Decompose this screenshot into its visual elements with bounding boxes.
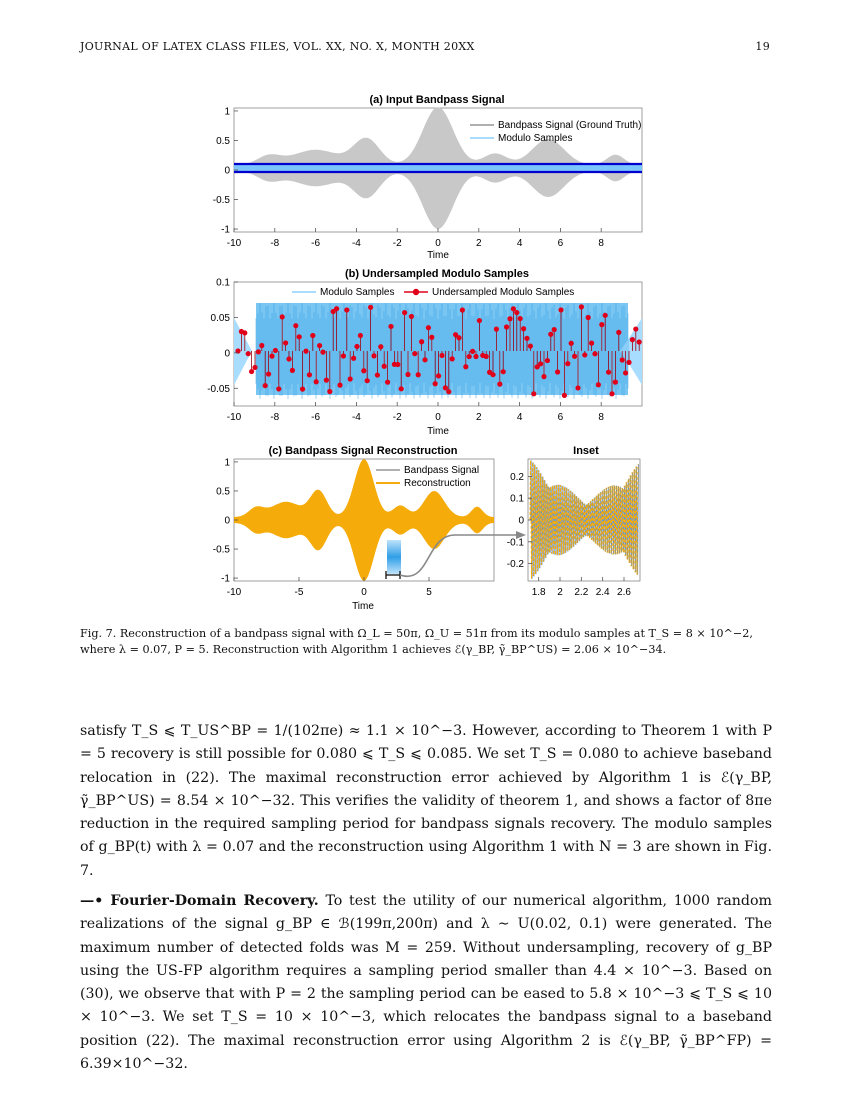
sample-marker [388,324,393,329]
x-tick-label: 6 [557,412,564,423]
panel-b-modulo-fill [234,303,642,399]
sample-marker [385,380,390,385]
panel-a-xlabel: Time [427,250,449,261]
x-tick-label: 0 [361,587,367,598]
sample-marker [521,326,526,331]
x-tick-label: 6 [557,238,564,249]
sample-marker [378,344,383,349]
figure-caption [80,626,772,658]
sample-marker [286,356,291,361]
panel-b-title: (b) Undersampled Modulo Samples [345,268,529,280]
sample-marker [419,339,424,344]
sample-marker [637,339,642,344]
sample-marker [436,373,441,378]
sample-marker [518,316,523,321]
x-tick-label: 4 [516,238,523,249]
sample-marker [310,333,315,338]
paragraph-2-text: To test the utility of our numerical algorithm, 1000 random realizations of the signal g_BP ∈ ℬ(199π,200π) and λ ∼ U(0.02, 0.1) were generated. The maximum number of detected folds was M = 259. Without undersampling, recovery of g_BP using the US-FP algorithm requires a sampling period smaller than 4.4 × 10^−3. Based on (30), we observe that with P = 2 the sampling period can be eased to 5.8 × 10^−3 ⩽ T_S ⩽ 10 × 10^−3. We set T_S = 10 × 10^−3, which relocates the bandpass signal to a baseband position (22). The maximal reconstruction error using Algorithm 2 is ℰ(γ_BP, γ̃_BP^FP) = 6.39×10^−32. [80,893,773,1073]
sample-marker [276,386,281,391]
sample-marker [439,353,444,358]
x-tick-label: 2.2 [574,587,589,598]
sample-marker [613,379,618,384]
sample-marker [473,354,478,359]
sample-marker [429,335,434,340]
sample-marker [426,325,431,330]
sample-marker [371,353,376,358]
sample-marker [596,382,601,387]
sample-marker [358,333,363,338]
sample-marker [334,306,339,311]
sample-marker [497,382,502,387]
sample-marker [504,324,509,329]
sample-marker [592,351,597,356]
sample-marker [266,371,271,376]
sample-marker [307,372,312,377]
x-tick-label: 2 [476,412,482,423]
sample-marker [514,310,519,315]
x-tick-label: 0 [435,238,441,249]
sample-marker [572,354,577,359]
sample-marker [375,372,380,377]
x-tick-label: -4 [351,238,361,249]
sample-marker [562,393,567,398]
x-tick-label: -10 [226,587,242,598]
sample-marker [422,357,427,362]
sample-marker [620,357,625,362]
panel-a-title: (a) Input Bandpass Signal [369,94,505,106]
zoom-arrow [400,535,518,576]
y-tick-label: -0.2 [506,559,524,571]
sample-marker [405,372,410,377]
sample-marker [582,352,587,357]
sample-marker [297,334,302,339]
sample-marker [324,378,329,383]
sample-marker [606,370,611,375]
sample-marker [259,343,264,348]
x-tick-label: 2.4 [595,587,610,598]
y-tick-label: -0.1 [506,537,524,549]
x-tick-label: 5 [426,587,432,598]
sample-marker [470,349,475,354]
sample-marker [365,378,370,383]
y-tick-label: 0 [224,515,230,527]
y-tick-label: -1 [221,573,230,585]
sample-marker [249,369,254,374]
legend-bandpass-signal: Bandpass Signal [404,465,480,476]
sample-marker [555,369,560,374]
y-tick-label: -0.5 [212,195,230,207]
sample-marker [450,356,455,361]
sample-marker [433,381,438,386]
sample-marker [273,348,278,353]
sample-marker [300,387,305,392]
legend-modulo-samples-b: Modulo Samples [320,287,395,298]
x-tick-label: 1.8 [531,587,546,598]
sample-marker [303,349,308,354]
y-tick-label: 0 [224,348,230,360]
sample-marker [290,368,295,373]
inset-title: Inset [573,445,599,457]
sample-marker [575,385,580,390]
sample-marker [531,391,536,396]
sample-marker [609,391,614,396]
sample-marker [327,389,332,394]
sample-marker [456,335,461,340]
x-tick-label: 2.6 [617,587,631,598]
x-tick-label: -6 [311,412,321,423]
sample-marker [630,337,635,342]
sample-marker [524,336,529,341]
sample-marker [528,343,533,348]
sample-marker [558,307,563,312]
sample-marker [317,343,322,348]
sample-marker [616,330,621,335]
sample-marker [341,353,346,358]
y-tick-label: 0 [518,515,524,527]
sample-marker [599,322,604,327]
y-tick-label: 0.1 [510,493,524,505]
sample-marker [314,379,319,384]
sample-marker [552,327,557,332]
sample-marker [354,344,359,349]
sample-marker [395,362,400,367]
x-tick-label: -4 [351,412,361,423]
sample-marker [382,364,387,369]
panel-c [213,445,526,612]
sample-marker [402,310,407,315]
x-tick-label: -2 [392,238,402,249]
x-tick-label: 8 [598,412,604,423]
sample-marker [293,323,298,328]
y-tick-label: 0 [224,165,230,177]
paragraph-1: satisfy T_S ⩽ T_US^BP = 1/(102πe) ≈ 1.1 × 10^−3. However, according to Theorem 1 with P = 5 recovery is still possible for 0.080 ⩽ T_S ⩽ 0.085. We set T_S = 0.080 to achieve baseband relocation in (22). The maximal reconstruction error achieved by Algorithm 1 is ℰ(γ_BP, γ̃_BP^US) = 8.54 × 10^−32. This verifies the validity of theorem 1, and shows a factor of 8πe reduction in the required sampling period for bandpass signals recovery. The modulo samples of g_BP(t) with λ = 0.07 and the reconstruction using Algorithm 1 with N = 3 are shown in Fig. 7. [80,723,772,879]
sample-marker [579,304,584,309]
y-tick-label: 0.05 [210,312,230,324]
sample-marker [263,383,268,388]
sample-marker [467,354,472,359]
sample-marker [501,369,506,374]
sample-marker [361,368,366,373]
y-tick-label: 0.2 [510,471,524,483]
x-tick-label: 0 [435,412,441,423]
sample-marker [626,360,631,365]
y-tick-label: 1 [224,106,230,118]
sample-marker [252,365,257,370]
sample-marker [460,307,465,312]
y-tick-label: 0.5 [216,486,230,498]
legend-modulo-samples-a: Modulo Samples [498,133,573,144]
x-tick-label: -8 [270,412,280,423]
sample-marker [337,383,342,388]
sample-marker [623,370,628,375]
sample-marker [545,358,550,363]
sample-marker [269,354,274,359]
sample-marker [538,361,543,366]
caption-text: Fig. 7. Reconstruction of a bandpass signal with Ω_L = 50π, Ω_U = 51π from its modulo samples at T_S = 8 × 10^−2, where λ = 0.07, P = 5. Reconstruction with Algorithm 1 achieves ℰ(γ_BP, γ̃_BP^US) = 2.06 × 10^−34. [80,627,753,656]
sample-marker [603,313,608,318]
panel-c-title: (c) Bandpass Signal Reconstruction [268,445,458,457]
sample-marker [586,315,591,320]
sample-marker [548,332,553,337]
x-tick-label: -5 [294,587,304,598]
sample-marker [242,330,247,335]
y-tick-label: 0.1 [216,277,230,289]
x-tick-label: -6 [311,238,321,249]
sample-marker [283,340,288,345]
inset-panel [507,445,640,598]
sample-marker [507,316,512,321]
sample-marker [477,318,482,323]
sample-marker [409,314,414,319]
y-tick-label: -0.05 [207,383,230,395]
panel-c-legend [376,465,479,489]
panel-c-xlabel: Time [352,601,374,612]
panel-b [207,268,642,437]
y-tick-label: 0.5 [216,135,230,147]
inset-waveform [530,460,639,578]
sample-marker [565,361,570,366]
sample-marker [569,341,574,346]
x-tick-label: 2 [476,238,482,249]
page-number: 19 [755,40,770,53]
sample-marker [280,314,285,319]
sample-marker [320,350,325,355]
y-tick-label: 1 [224,457,230,469]
sample-marker [344,307,349,312]
zoom-region [387,540,401,574]
sample-marker [446,389,451,394]
sample-marker [368,305,373,310]
sample-marker [246,351,251,356]
x-tick-label: 2 [557,587,563,598]
sample-marker [412,351,417,356]
sample-marker [416,372,421,377]
panel-b-legend [292,287,574,298]
x-tick-label: -2 [392,412,402,423]
sample-marker [589,341,594,346]
x-tick-label: 8 [598,238,604,249]
legend-bandpass-ground-truth: Bandpass Signal (Ground Truth) [498,120,642,131]
sample-marker [484,354,489,359]
sample-marker [494,327,499,332]
sample-marker [351,356,356,361]
x-tick-label: 4 [516,412,523,423]
sample-marker [463,364,468,369]
sample-marker [633,326,638,331]
panel-b-xlabel: Time [427,426,449,437]
panel-a [213,94,642,261]
sample-marker [490,372,495,377]
sample-marker [256,349,261,354]
section-lead: —• Fourier-Domain Recovery. [80,893,319,909]
paragraph-2 [80,890,772,1076]
y-tick-label: -1 [221,224,230,236]
x-tick-label: -10 [226,412,242,423]
y-tick-label: -0.5 [212,544,230,556]
legend-reconstruction: Reconstruction [404,478,471,489]
sample-marker [541,374,546,379]
x-tick-label: -10 [226,238,242,249]
sample-marker [399,386,404,391]
sample-marker [348,376,353,381]
panel-a-legend [470,120,641,144]
x-tick-label: -8 [270,238,280,249]
running-header: JOURNAL OF LATEX CLASS FILES, VOL. XX, NO. X, MONTH 20XX [80,40,475,53]
legend-undersampled: Undersampled Modulo Samples [432,287,575,298]
